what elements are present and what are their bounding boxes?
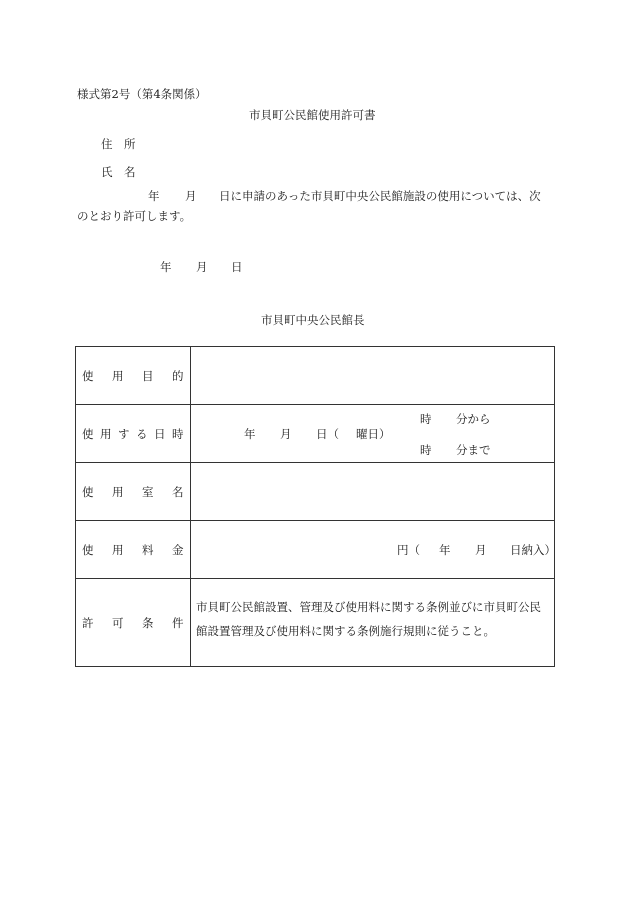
column-divider — [190, 347, 191, 666]
label-char: 件 — [172, 616, 184, 630]
label-char: 的 — [172, 369, 184, 383]
row-divider — [76, 578, 554, 579]
label-char: る — [136, 427, 148, 441]
fee-paid: 日納入） — [510, 543, 556, 557]
label-char: 条 — [142, 616, 154, 630]
fee-year: 年 — [439, 543, 451, 557]
label-char: 可 — [112, 616, 124, 630]
conditions-line: 市貝町公民館設置、管理及び使用料に関する条例並びに市貝町公民 — [196, 600, 541, 614]
issue-month: 月 — [196, 260, 208, 274]
intro-month: 月 — [185, 189, 197, 203]
row-divider — [76, 462, 554, 463]
label-char: 用 — [112, 369, 124, 383]
label-char: 用 — [112, 543, 124, 557]
label-char: 目 — [142, 369, 154, 383]
label-char: 金 — [172, 543, 184, 557]
fee-month: 月 — [475, 543, 487, 557]
use-month: 月 — [280, 427, 292, 441]
fee-yen: 円（ — [397, 543, 420, 557]
label-char: 名 — [172, 485, 184, 499]
intro-line1: 日に申請のあった市貝町中央公民館施設の使用については、次 — [219, 189, 541, 203]
use-weekday: 曜日） — [356, 427, 391, 441]
label-char: 室 — [142, 485, 154, 499]
label-char: 使 — [82, 543, 94, 557]
row-divider — [76, 404, 554, 405]
name-label-char: 氏 — [101, 165, 113, 179]
form-number: 様式第2号（第4条関係） — [77, 87, 207, 101]
label-char: 用 — [112, 485, 124, 499]
intro-year: 年 — [148, 189, 160, 203]
label-char: 日 — [154, 427, 166, 441]
conditions-line: 館設置管理及び使用料に関する条例施行規則に従うこと。 — [196, 624, 495, 638]
label-char: す — [118, 427, 130, 441]
end-hour: 時 — [420, 443, 432, 457]
intro-line2: のとおり許可します。 — [77, 209, 192, 223]
address-label-char: 所 — [124, 137, 136, 151]
start-minute: 分から — [456, 412, 491, 426]
row-divider — [76, 520, 554, 521]
label-char: 使 — [82, 369, 94, 383]
label-char: 用 — [100, 427, 112, 441]
end-minute: 分まで — [456, 443, 491, 457]
issuer: 市貝町中央公民館長 — [261, 313, 365, 327]
label-char: 料 — [142, 543, 154, 557]
issue-day: 日 — [231, 260, 243, 274]
label-char: 使 — [82, 427, 94, 441]
issue-year: 年 — [160, 260, 172, 274]
address-label-char: 住 — [101, 137, 113, 151]
permit-table — [75, 346, 555, 667]
use-year: 年 — [244, 427, 256, 441]
use-day: 日（ — [316, 427, 339, 441]
label-char: 許 — [82, 616, 94, 630]
start-hour: 時 — [420, 412, 432, 426]
page-title: 市貝町公民館使用許可書 — [249, 108, 376, 122]
label-char: 時 — [172, 427, 184, 441]
label-char: 使 — [82, 485, 94, 499]
name-label-char: 名 — [124, 165, 136, 179]
